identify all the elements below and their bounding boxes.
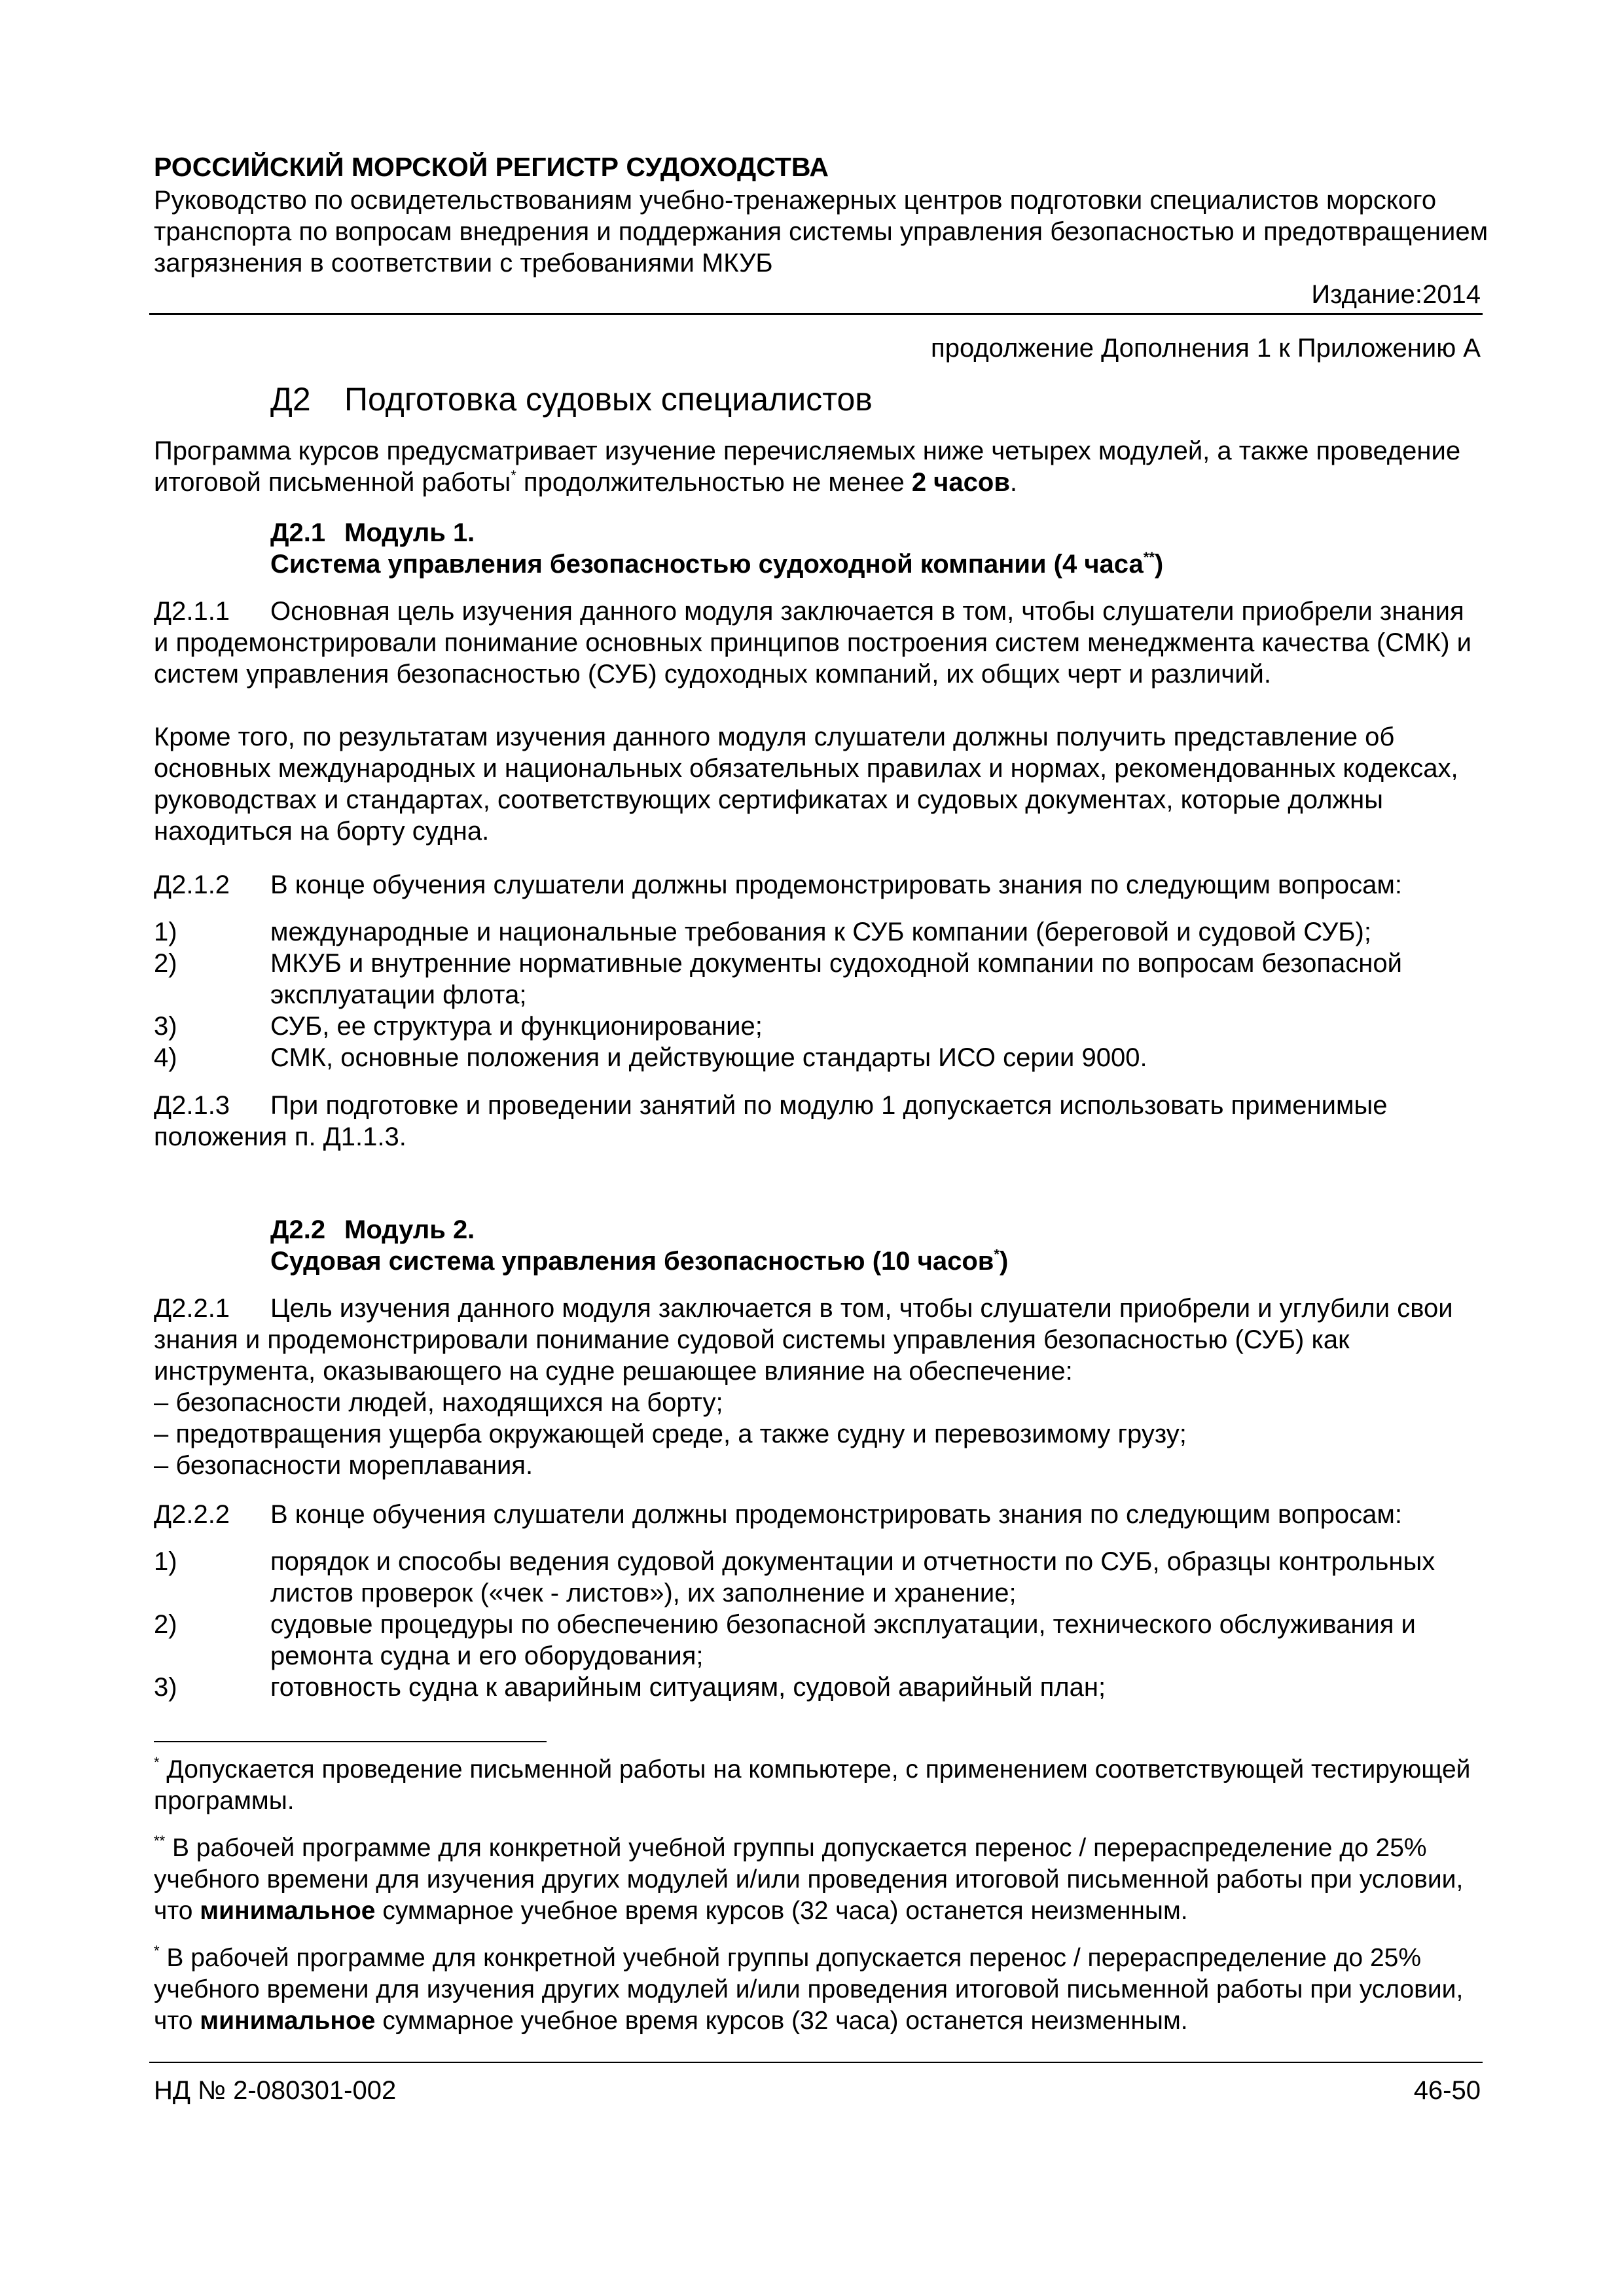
section-heading xyxy=(270,380,873,419)
footnote-mark: * xyxy=(154,1943,160,1959)
module1-title: Модуль 1. xyxy=(344,518,475,547)
clause-text: В конце обучения слушатели должны продемонстрировать знания по следующим вопросам: xyxy=(270,870,1403,899)
clause-2-2-2 xyxy=(154,1499,1486,1530)
intro-paragraph xyxy=(154,435,1486,498)
list-number: 1) xyxy=(154,1547,177,1576)
module2-subtitle: Судовая система управления безопасностью (10 часов xyxy=(270,1247,994,1276)
edition-label: Издание:2014 xyxy=(1311,280,1481,309)
intro-text-a: Программа курсов предусматривает изучение перечисляемых ниже четырех модулей, а также проведение итоговой письменной работы xyxy=(154,437,1461,497)
clause-number: Д2.1.1 xyxy=(154,597,230,626)
list-text: СМК, основные положения и действующие стандарты ИСО серии 9000. xyxy=(270,1043,1147,1072)
page-number: 46-50 xyxy=(1413,2076,1481,2105)
module2-number: Д2.2 xyxy=(270,1215,326,1244)
footnote-text: В рабочей программе для конкретной учебной группы допускается перенос / перераспределение до 25% учебного времени для изучения других модулей и/или проведения итоговой письменной работы при условии, что xyxy=(154,1834,1464,1925)
list-item xyxy=(154,1546,1486,1609)
clause-number: Д2.2.2 xyxy=(154,1500,230,1529)
clause-text: Основная цель изучения данного модуля заключается в том, чтобы слушатели приобрели знания и продемонстрировали понимание основных принципов построения систем менеджмента качества (СМК) и систем управления безопасностью (СУБ) судоходных компаний, их общих черт и различий. xyxy=(154,597,1472,689)
footnote-ref: ** xyxy=(1143,549,1155,565)
dash-item: – предотвращения ущерба окружающей среде, а также судну и перевозимому грузу; xyxy=(154,1420,1187,1448)
footnote-bold: минимальное xyxy=(200,2007,376,2035)
clause-number: Д2.2.1 xyxy=(154,1294,230,1323)
header-divider xyxy=(149,313,1483,315)
intro-text-c: . xyxy=(1009,468,1018,497)
footnote-3 xyxy=(154,1943,1489,2037)
module2-heading xyxy=(270,1214,1008,1277)
list-number: 3) xyxy=(154,1673,177,1702)
clause-2-1-1-continued: Кроме того, по результатам изучения данного модуля слушатели должны получить представление об основных международных и национальных обязательных правилах и нормах, рекомендованных кодексах, руководствах и стандартах, соответствующих сертификатах и судовых документах, которые должны находиться на борту судна. xyxy=(154,723,1458,846)
list-text: международные и национальные требования к СУБ компании (береговой и судовой СУБ); xyxy=(270,918,1371,946)
footnote-bold: минимальное xyxy=(200,1897,376,1925)
clause-number: Д2.1.2 xyxy=(154,870,230,899)
list-text: МКУБ и внутренние нормативные документы судоходной компании по вопросам безопасной эксплуатации флота; xyxy=(270,949,1402,1009)
dash-item: – безопасности мореплавания. xyxy=(154,1451,533,1480)
footnote-1 xyxy=(154,1754,1489,1817)
intro-text-b: продолжительностью не менее xyxy=(516,468,912,497)
list-number: 2) xyxy=(154,949,177,978)
clause-text: Цель изучения данного модуля заключается в том, чтобы слушатели приобрели и углубили свои знания и продемонстрировали понимание судовой системы управления безопасностью (СУБ) как инструмента, оказывающего на судне решающее влияние на обеспечение: xyxy=(154,1294,1453,1386)
module2-close: ) xyxy=(999,1247,1009,1276)
list-item xyxy=(154,1011,1486,1042)
footnote-text: суммарное учебное время курсов (32 часа) останется неизменным. xyxy=(375,1897,1188,1925)
continuation-note: продолжение Дополнения 1 к Приложению А xyxy=(931,334,1481,363)
list-text: судовые процедуры по обеспечению безопасной эксплуатации, технического обслуживания и ремонта судна и его оборудования; xyxy=(270,1610,1416,1670)
footnote-mark: * xyxy=(154,1754,160,1770)
module2-title: Модуль 2. xyxy=(344,1215,475,1244)
document-title: Руководство по освидетельствованиям учебно-тренажерных центров подготовки специалистов морского транспорта по вопросам внедрения и поддержания системы управления безопасностью и предотвращением загрязнения в соответствии с требованиями МКУБ xyxy=(154,186,1489,278)
section-number: Д2 xyxy=(270,381,311,418)
list-item xyxy=(154,948,1486,1011)
module1-number: Д2.1 xyxy=(270,518,326,547)
clause-2-2-1 xyxy=(154,1293,1486,1387)
list-item xyxy=(154,1672,1486,1703)
module1-close: ) xyxy=(1154,550,1164,579)
footer-divider xyxy=(149,2062,1483,2063)
list-number: 4) xyxy=(154,1043,177,1072)
list-text: порядок и способы ведения судовой документации и отчетности по СУБ, образцы контрольных листов проверок («чек - листов»), их заполнение и хранение; xyxy=(270,1547,1435,1607)
module1-heading xyxy=(270,517,1163,580)
list-text: СУБ, ее структура и функционирование; xyxy=(270,1012,763,1041)
module1-subtitle: Система управления безопасностью судоходной компании (4 часа xyxy=(270,550,1144,579)
clause-number: Д2.1.3 xyxy=(154,1091,230,1120)
list-number: 2) xyxy=(154,1610,177,1639)
clause-2-1-3 xyxy=(154,1090,1486,1153)
intro-bold: 2 часов xyxy=(911,468,1010,497)
list-number: 1) xyxy=(154,918,177,946)
list-item xyxy=(154,1042,1486,1073)
dash-item: – безопасности людей, находящихся на борту; xyxy=(154,1388,723,1417)
clause-text: В конце обучения слушатели должны продемонстрировать знания по следующим вопросам: xyxy=(270,1500,1403,1529)
footnote-divider xyxy=(154,1741,547,1742)
list-item xyxy=(154,916,1486,948)
document-number: НД № 2-080301-002 xyxy=(154,2076,397,2105)
clause-2-1-1 xyxy=(154,596,1486,690)
footnote-mark: ** xyxy=(154,1833,166,1849)
list-text: готовность судна к аварийным ситуациям, судовой аварийный план; xyxy=(270,1673,1106,1702)
clause-2-1-2 xyxy=(154,869,1486,901)
footnote-ref: * xyxy=(511,467,516,484)
list-number: 3) xyxy=(154,1012,177,1041)
footnote-ref: * xyxy=(994,1246,1000,1263)
organization-name: РОССИЙСКИЙ МОРСКОЙ РЕГИСТР СУДОХОДСТВА xyxy=(154,152,829,182)
clause-text: При подготовке и проведении занятий по модулю 1 допускается использовать применимые положения п. Д1.1.3. xyxy=(154,1091,1388,1151)
footnote-text: В рабочей программе для конкретной учебной группы допускается перенос / перераспределение до 25% учебного времени для изучения других модулей и/или проведения итоговой письменной работы при условии, что xyxy=(154,1944,1464,2035)
footnote-text: суммарное учебное время курсов (32 часа) останется неизменным. xyxy=(375,2007,1188,2035)
list-item xyxy=(154,1609,1486,1672)
footnote-2 xyxy=(154,1833,1489,1927)
section-title: Подготовка судовых специалистов xyxy=(344,381,873,418)
footnote-text: Допускается проведение письменной работы на компьютере, с применением соответствующей тестирующей программы. xyxy=(154,1755,1471,1815)
